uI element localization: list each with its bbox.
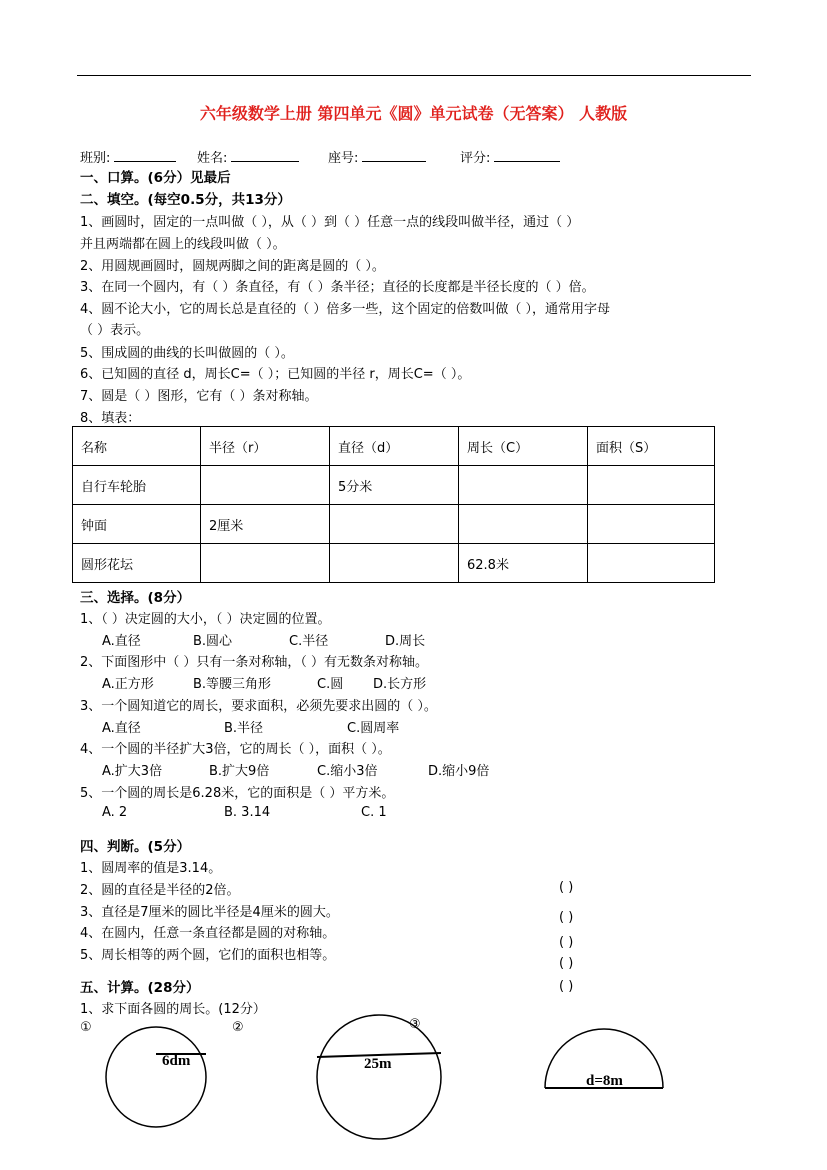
circle-2-label: 25m [364,1056,392,1072]
circle-2 [317,1015,441,1139]
table-header: 半径（r） [201,427,330,466]
judge-q1: 1、圆周率的值是3.14。 [80,861,222,876]
figure-number-3: ③ [409,1017,421,1032]
fill-q1: 1、画圆时，固定的一点叫做（ ），从（ ）到（ ）任意一点的线段叫做半径，通过（ ） [80,215,580,230]
fill-q3: 3、在同一个圆内，有（ ）条直径，有（ ）条半径；直径的长度都是半径长度的（ ）倍。 [80,280,595,295]
choice-q1-opt-c[interactable]: C.半径 [289,634,329,649]
calc-q1: 1、求下面各圆的周长。(12分） [80,1002,266,1017]
choice-q3: 3、一个圆知道它的周长，要求面积，必须先要求出圆的（ ）。 [80,699,437,714]
table-header: 名称 [73,427,201,466]
table-header: 直径（d） [330,427,459,466]
figure-number-2: ② [232,1020,244,1035]
choice-q2-opt-b[interactable]: B.等腰三角形 [193,677,272,692]
judge-answer-5[interactable]: ( ) [559,979,574,994]
name-field[interactable]: 姓名: [197,147,299,166]
fill-q5: 5、围成圆的曲线的长叫做圆的（ ）。 [80,346,294,361]
section-2-heading: 二、填空。(每空0.5分，共13分） [80,192,291,208]
fill-q1-cont: 并且两端都在圆上的线段叫做（ ）。 [80,237,286,252]
table-cell: 62.8米 [459,544,588,583]
judge-answer-4[interactable]: ( ) [559,956,574,971]
section-1-heading: 一、口算。(6分）见最后 [80,170,231,186]
judge-q2: 2、圆的直径是半径的2倍。 [80,883,240,898]
semicircle-label: d=8m [586,1073,623,1089]
choice-q4-opt-c[interactable]: C.缩小3倍 [317,764,378,779]
section-5-heading: 五、计算。(28分） [80,980,200,996]
fill-q2: 2、用圆规画圆时，圆规两脚之间的距离是圆的（ ）。 [80,259,385,274]
table-cell: 5分米 [330,466,459,505]
judge-answer-3[interactable]: ( ) [559,935,574,950]
table-cell: 圆形花坛 [73,544,201,583]
fill-q7: 7、圆是（ ）图形，它有（ ）条对称轴。 [80,389,318,404]
choice-q2-opt-d[interactable]: D.长方形 [373,677,427,692]
seat-field[interactable]: 座号: [328,147,426,166]
choice-q4: 4、一个圆的半径扩大3倍，它的周长（ ），面积（ ）。 [80,742,391,757]
score-field[interactable]: 评分: [460,147,560,166]
table-header: 周长（C） [459,427,588,466]
choice-q4-opt-b[interactable]: B.扩大9倍 [209,764,270,779]
section-4-heading: 四、判断。(5分） [80,839,191,855]
circle-1-label: 6dm [162,1053,191,1069]
choice-q2-opt-a[interactable]: A.正方形 [102,677,154,692]
choice-q5-opt-a[interactable]: A. 2 [102,805,128,820]
choice-q5-opt-c[interactable]: C. 1 [361,805,387,820]
choice-q1-opt-d[interactable]: D.周长 [385,634,426,649]
fill-q4-cont: （ ）表示。 [80,323,150,338]
table-cell: 2厘米 [201,505,330,544]
choice-q5-opt-b[interactable]: B. 3.14 [224,805,271,820]
fill-q4: 4、圆不论大小，它的周长总是直径的（ ）倍多一些，这个固定的倍数叫做（ ），通常用字母 [80,302,611,317]
choice-q4-opt-a[interactable]: A.扩大3倍 [102,764,163,779]
choice-q1-opt-a[interactable]: A.直径 [102,634,141,649]
page-title: 六年级数学上册 第四单元《圆》单元试卷（无答案） 人教版 [199,104,628,123]
choice-q2: 2、下面图形中（ ）只有一条对称轴，（ ）有无数条对称轴。 [80,655,429,670]
judge-q4: 4、在圆内，任意一条直径都是圆的对称轴。 [80,926,336,941]
table-header: 面积（S） [588,427,715,466]
table-cell: 自行车轮胎 [73,466,201,505]
judge-answer-1[interactable]: ( ) [559,880,574,895]
judge-q5: 5、周长相等的两个圆，它们的面积也相等。 [80,948,336,963]
circle-1 [106,1027,206,1127]
fill-q8: 8、填表： [80,411,141,426]
choice-q3-opt-a[interactable]: A.直径 [102,721,141,736]
choice-q2-opt-c[interactable]: C.圆 [317,677,344,692]
choice-q5: 5、一个圆的周长是6.28米，它的面积是（ ）平方米。 [80,786,395,801]
choice-q3-opt-c[interactable]: C.圆周率 [347,721,400,736]
figure-number-1: ① [80,1020,92,1035]
choice-q4-opt-d[interactable]: D.缩小9倍 [428,764,490,779]
class-field[interactable]: 班别: [80,147,176,166]
choice-q3-opt-b[interactable]: B.半径 [224,721,264,736]
judge-answer-2[interactable]: ( ) [559,910,574,925]
table-cell: 钟面 [73,505,201,544]
choice-q1: 1、（ ）决定圆的大小，（ ）决定圆的位置。 [80,612,331,627]
choice-q1-opt-b[interactable]: B.圆心 [193,634,233,649]
fill-q6: 6、已知圆的直径 d，周长C=（ ）；已知圆的半径 r，周长C=（ ）。 [80,367,471,382]
section-3-heading: 三、选择。(8分） [80,590,191,606]
judge-q3: 3、直径是7厘米的圆比半径是4厘米的圆大。 [80,905,339,920]
